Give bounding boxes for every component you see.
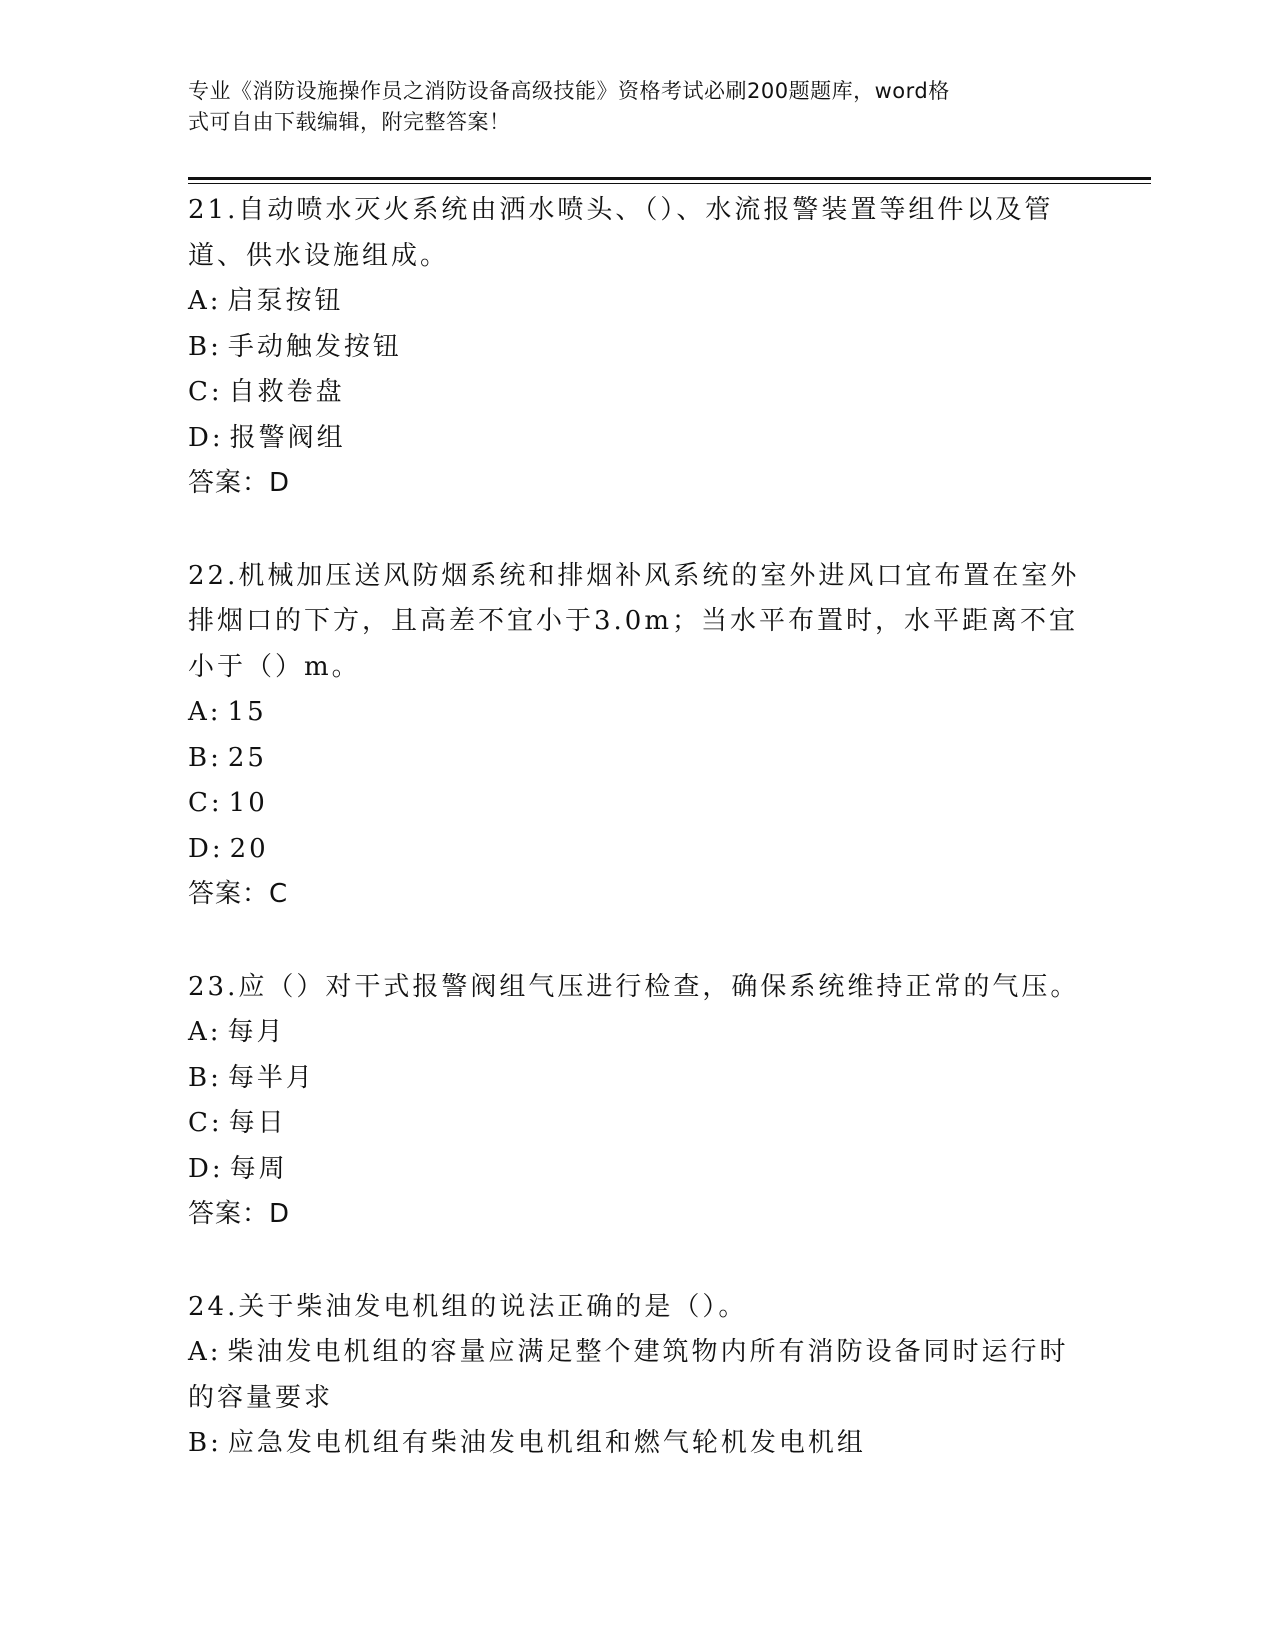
option-text: 25 xyxy=(227,742,267,773)
option-key: C: xyxy=(188,1108,223,1138)
option-text: 自救卷盘 xyxy=(228,377,345,407)
option-key: A: xyxy=(188,286,222,316)
answer-line: 答案：C xyxy=(188,879,289,909)
header-divider-thin xyxy=(188,183,1151,184)
option-key: A: xyxy=(188,697,222,727)
question-stem-line: 道、供水设施组成。 xyxy=(188,240,450,271)
option-text: 20 xyxy=(229,833,269,864)
question-list xyxy=(188,188,1088,1514)
option-b xyxy=(188,1421,1088,1467)
question-stem-line: 排烟口的下方，且高差不宜小于3.0m；当水平布置时，水平距离不宜 xyxy=(188,606,1079,636)
option-b xyxy=(188,325,1088,371)
option-key: D: xyxy=(188,422,224,453)
option-b xyxy=(188,736,1088,782)
option-key: C: xyxy=(188,788,223,818)
option-c xyxy=(188,370,1088,416)
option-text: 10 xyxy=(228,788,268,818)
option-key: A: xyxy=(188,1337,222,1367)
option-key: B: xyxy=(188,1428,222,1458)
question-stem-line: 24.关于柴油发电机组的说法正确的是（）。 xyxy=(188,1291,748,1322)
option-a xyxy=(188,279,1088,325)
header-line-2: 式可自由下载编辑，附完整答案！ xyxy=(188,110,511,134)
answer-line: 答案：D xyxy=(188,1199,291,1229)
option-text: 应急发电机组有柴油发电机组和燃气轮机发电机组 xyxy=(227,1428,866,1458)
option-a xyxy=(188,1330,1088,1376)
option-text: 每半月 xyxy=(227,1062,315,1093)
header-line-1: 专业《消防设施操作员之消防设备高级技能》资格考试必刷200题题库，word格 xyxy=(188,79,950,103)
header-divider-thick xyxy=(188,177,1151,180)
option-key: B: xyxy=(188,1062,222,1093)
option-c xyxy=(188,781,1088,827)
question-stem-line: 23.应（）对干式报警阀组气压进行检查，确保系统维持正常的气压。 xyxy=(188,971,1080,1002)
question-stem-line: 小于（）m。 xyxy=(188,651,361,682)
option-text: 每周 xyxy=(229,1153,288,1184)
question-22 xyxy=(188,554,1088,918)
document-header xyxy=(188,76,1068,138)
option-b xyxy=(188,1056,1088,1102)
question-21 xyxy=(188,188,1088,507)
option-d xyxy=(188,416,1088,462)
option-a-continuation: 的容量要求 xyxy=(188,1382,334,1413)
answer-line: 答案：D xyxy=(188,468,291,498)
option-key: A: xyxy=(188,1017,222,1047)
option-text: 启泵按钮 xyxy=(227,286,344,316)
option-key: B: xyxy=(188,742,222,773)
option-text: 每月 xyxy=(227,1017,286,1047)
option-key: D: xyxy=(188,833,224,864)
option-a xyxy=(188,1010,1088,1056)
option-a xyxy=(188,690,1088,736)
question-stem-line: 21.自动喷水灭火系统由洒水喷头、（）、水流报警装置等组件以及管 xyxy=(188,195,1054,225)
question-24 xyxy=(188,1285,1088,1467)
option-text: 柴油发电机组的容量应满足整个建筑物内所有消防设备同时运行时 xyxy=(227,1337,1069,1367)
option-text: 15 xyxy=(227,697,267,727)
question-23 xyxy=(188,965,1088,1238)
option-key: B: xyxy=(188,331,222,362)
option-text: 每日 xyxy=(228,1108,287,1138)
option-key: C: xyxy=(188,377,223,407)
option-text: 报警阀组 xyxy=(229,422,346,453)
option-c xyxy=(188,1101,1088,1147)
option-d xyxy=(188,827,1088,873)
option-key: D: xyxy=(188,1153,224,1184)
option-text: 手动触发按钮 xyxy=(227,331,402,362)
option-d xyxy=(188,1147,1088,1193)
question-stem-line: 22.机械加压送风防烟系统和排烟补风系统的室外进风口宜布置在室外 xyxy=(188,560,1080,591)
